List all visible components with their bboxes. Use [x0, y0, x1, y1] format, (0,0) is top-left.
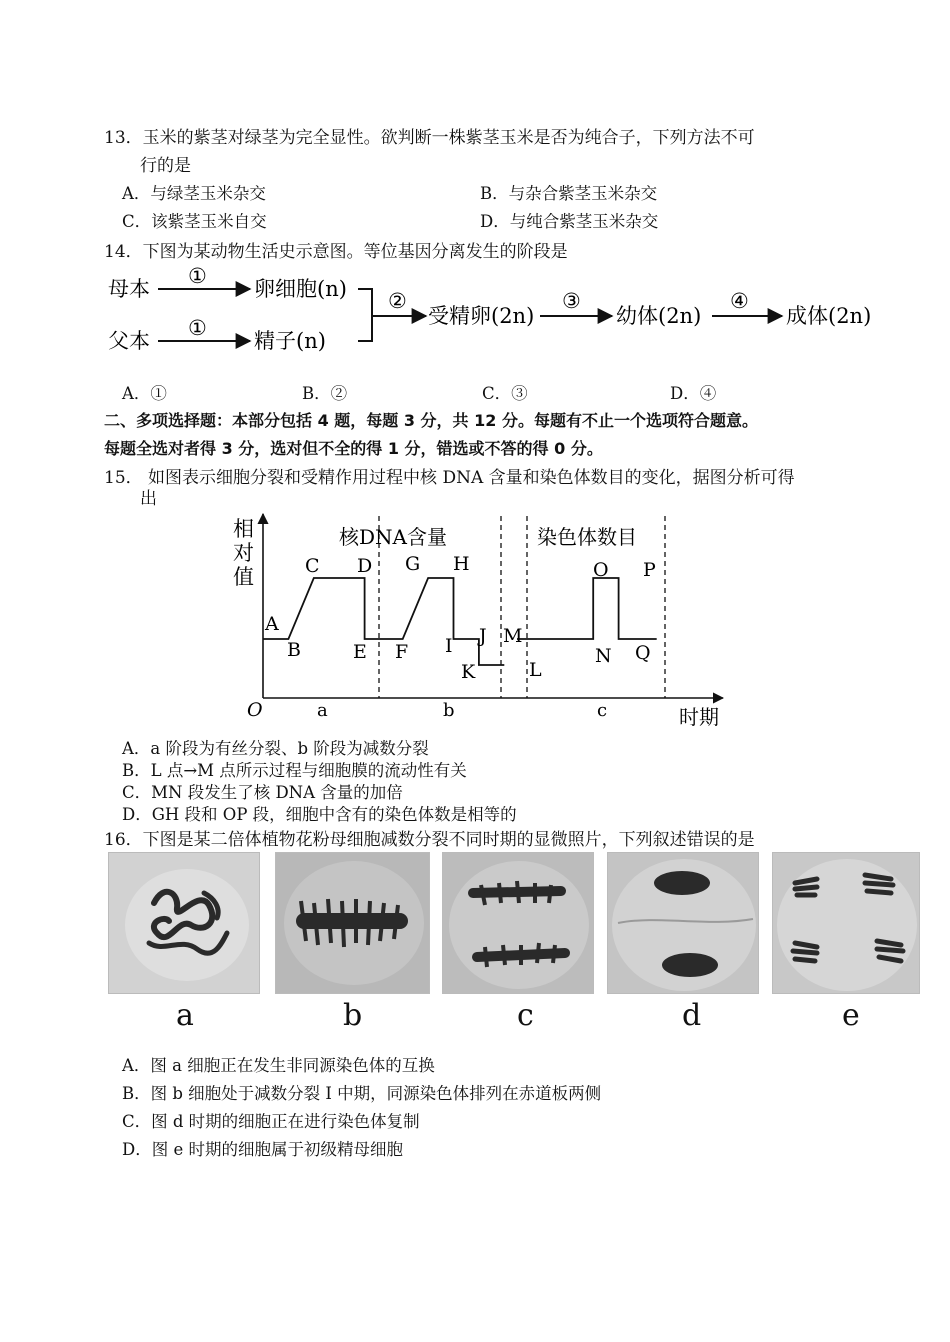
- q13-option-b: B．与杂合紫茎玉米杂交: [480, 184, 658, 203]
- flow-circle-1b: ①: [188, 316, 207, 340]
- q14-option-c: C．③: [482, 384, 528, 403]
- q13-option-d: D．与纯合紫茎玉米杂交: [480, 212, 659, 231]
- flow-circle-1a: ①: [188, 264, 207, 288]
- micrograph-e-image: [773, 853, 920, 994]
- origin-label: O: [247, 699, 263, 721]
- title-dna: 核DNA含量: [339, 525, 447, 549]
- flow-adult: 成体(2n): [786, 304, 872, 328]
- point-label-I: I: [445, 635, 453, 657]
- micrograph-d-image: [608, 853, 759, 994]
- point-label-F: F: [395, 641, 409, 663]
- point-label-D: D: [357, 555, 373, 577]
- stage-label-c: c: [597, 700, 608, 721]
- micrograph-e: [772, 852, 920, 994]
- photo-label-d: d: [682, 998, 702, 1033]
- section2-line1: 二、多项选择题：本部分包括 4 题，每题 3 分，共 12 分。每题有不止一个选项符合题意。: [104, 411, 758, 430]
- micrograph-a: [108, 852, 260, 994]
- point-label-K: K: [461, 661, 476, 683]
- point-label-C: C: [305, 555, 320, 577]
- point-label-M: M: [503, 625, 523, 647]
- photo-label-b: b: [343, 998, 363, 1033]
- flow-egg: 卵细胞(n): [254, 277, 347, 301]
- micrograph-d: [607, 852, 759, 994]
- flow-circle-4: ④: [730, 289, 749, 313]
- flow-circle-3: ③: [562, 289, 581, 313]
- y-label-char: 对: [233, 541, 254, 565]
- q14-stem: 14．下图为某动物生活史示意图。等位基因分离发生的阶段是: [104, 242, 568, 262]
- stage-label-a: a: [317, 700, 328, 721]
- point-label-E: E: [353, 641, 367, 663]
- q14-option-d: D．④: [670, 384, 717, 403]
- q16-option-b: B．图 b 细胞处于减数分裂 I 中期，同源染色体排列在赤道板两侧: [122, 1084, 602, 1103]
- q14-option-b: B．②: [302, 384, 348, 403]
- micrograph-b-image: [276, 853, 430, 994]
- q13-option-c: C．该紫茎玉米自交: [122, 212, 267, 231]
- point-label-J: J: [479, 625, 487, 647]
- q16-option-c: C．图 d 时期的细胞正在进行染色体复制: [122, 1112, 420, 1131]
- q14-option-a: A．①: [122, 384, 167, 403]
- q13-option-a: A．与绿茎玉米杂交: [122, 184, 266, 203]
- point-label-G: G: [405, 553, 421, 575]
- micrograph-c: [442, 852, 594, 994]
- q16-stem: 16．下图是某二倍体植物花粉母细胞减数分裂不同时期的显微照片，下列叙述错误的是: [104, 830, 755, 850]
- micrograph-c-image: [443, 853, 594, 994]
- q15-stem-line2: 出: [140, 489, 157, 509]
- q16-option-a: A．图 a 细胞正在发生非同源染色体的互换: [122, 1056, 435, 1075]
- title-chromosome: 染色体数目: [537, 525, 637, 549]
- q15-option-c: C．MN 段发生了核 DNA 含量的加倍: [122, 783, 403, 802]
- stage-label-b: b: [443, 700, 455, 721]
- point-label-B: B: [287, 639, 301, 661]
- q13-stem-line1: 13．玉米的紫茎对绿茎为完全显性。欲判断一株紫茎玉米是否为纯合子，下列方法不可: [104, 128, 755, 148]
- flow-mother: 母本: [108, 277, 150, 301]
- point-label-N: N: [595, 645, 612, 667]
- point-label-P: P: [643, 559, 656, 581]
- merge-bracket: [358, 289, 372, 341]
- flow-juvenile: 幼体(2n): [616, 304, 702, 328]
- micrograph-a-image: [109, 853, 260, 994]
- life-cycle-diagram: [100, 258, 890, 362]
- photo-label-c: c: [517, 998, 534, 1033]
- photo-label-e: e: [842, 998, 860, 1033]
- flow-circle-2: ②: [388, 289, 407, 313]
- q15-stem-line1: 15． 如图表示细胞分裂和受精作用过程中核 DNA 含量和染色体数目的变化，据图分析可得: [104, 468, 795, 488]
- point-label-Q: Q: [635, 642, 651, 664]
- flow-sperm: 精子(n): [254, 329, 326, 353]
- point-label-A: A: [265, 613, 279, 635]
- dna-chromosome-chart: [225, 508, 735, 733]
- point-label-L: L: [529, 659, 542, 681]
- flow-zygote: 受精卵(2n): [428, 304, 535, 328]
- photo-label-a: a: [176, 998, 194, 1033]
- q15-option-d: D．GH 段和 OP 段，细胞中含有的染色体数是相等的: [122, 805, 517, 824]
- q16-option-d: D．图 e 时期的细胞属于初级精母细胞: [122, 1140, 403, 1159]
- point-label-O: O: [593, 559, 609, 581]
- q13-stem-line2: 行的是: [140, 156, 191, 176]
- micrograph-b: [275, 852, 430, 994]
- x-axis-label: 时期: [679, 705, 719, 729]
- point-label-H: H: [453, 553, 470, 575]
- y-label-char: 值: [233, 565, 254, 589]
- q15-option-a: A．a 阶段为有丝分裂、b 阶段为减数分裂: [122, 739, 429, 758]
- chromosome-series-line: [517, 578, 657, 639]
- section2-line2: 每题全选对者得 3 分，选对但不全的得 1 分，错选或不答的得 0 分。: [104, 439, 603, 458]
- flow-father: 父本: [108, 329, 150, 353]
- q15-option-b: B．L 点→M 点所示过程与细胞膜的流动性有关: [122, 761, 467, 780]
- y-label-char: 相: [233, 517, 254, 541]
